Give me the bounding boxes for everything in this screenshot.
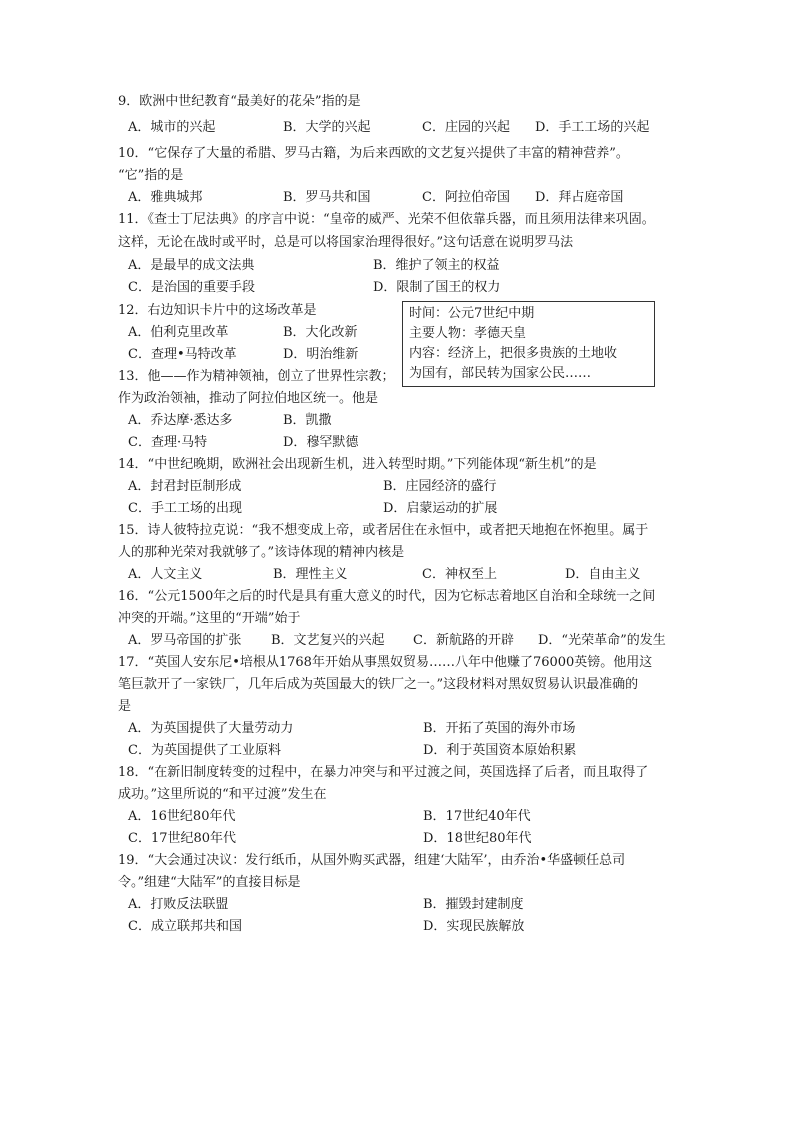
question-17-option-b: B．开拓了英国的海外市场 bbox=[423, 721, 576, 736]
question-17-stem-line3: 是 bbox=[118, 699, 132, 714]
question-13-option-c: C．查理·马特 bbox=[128, 435, 208, 450]
question-16-option-b: B．文艺复兴的兴起 bbox=[271, 633, 385, 648]
question-11-option-b: B．维护了领主的权益 bbox=[373, 258, 500, 273]
question-18-stem-line1: 18．“在新旧制度转变的过程中，在暴力冲突与和平过渡之间，英国选择了后者，而且取得了 bbox=[118, 765, 649, 780]
question-10-option-d: D．拜占庭帝国 bbox=[535, 190, 624, 205]
card-line-content-cont: 为国有，部民转为国家公民…… bbox=[409, 366, 592, 381]
question-13-option-b: B．凯撒 bbox=[283, 413, 332, 428]
question-19-option-d: D．实现民族解放 bbox=[423, 919, 525, 934]
card-line-time: 时间：公元7世纪中期 bbox=[409, 306, 535, 321]
question-19-stem-line1: 19．“大会通过决议：发行纸币，从国外购买武器，组建‘大陆军’，由乔治•华盛顿任总司 bbox=[118, 853, 626, 868]
question-9-option-a: A．城市的兴起 bbox=[128, 120, 216, 135]
question-9-option-c: C．庄园的兴起 bbox=[422, 120, 510, 135]
question-9-option-b: B．大学的兴起 bbox=[283, 120, 371, 135]
question-9-stem: 9．欧洲中世纪教育“最美好的花朵”指的是 bbox=[118, 94, 361, 109]
card-line-person: 主要人物：孝德天皇 bbox=[409, 326, 527, 341]
question-18-stem-line2: 成功。”这里所说的“和平过渡”发生在 bbox=[118, 787, 327, 802]
question-14-stem: 14．“中世纪晚期，欧洲社会出现新生机，进入转型时期。”下列能体现“新生机”的是 bbox=[118, 457, 597, 472]
question-16-stem-line1: 16．“公元1500年之后的时代是具有重大意义的时代，因为它标志着地区自治和全球统一之间 bbox=[118, 589, 656, 604]
question-14-option-a: A．封君封臣制形成 bbox=[128, 479, 242, 494]
question-19-option-b: B．摧毁封建制度 bbox=[423, 897, 524, 912]
question-12-option-b: B．大化改新 bbox=[283, 325, 358, 340]
question-14-option-d: D．启蒙运动的扩展 bbox=[383, 501, 498, 516]
question-11-option-c: C．是治国的重要手段 bbox=[128, 280, 255, 295]
question-18-option-b: B．17世纪40年代 bbox=[423, 809, 531, 824]
question-10-option-c: C．阿拉伯帝国 bbox=[422, 190, 510, 205]
question-13-option-d: D．穆罕默德 bbox=[283, 435, 359, 450]
question-10-option-a: A．雅典城邦 bbox=[128, 190, 203, 205]
card-line-content: 内容：经济上，把很多贵族的土地收 bbox=[409, 346, 618, 361]
question-10-option-b: B．罗马共和国 bbox=[283, 190, 371, 205]
question-11-stem-line1: 11．《查士丁尼法典》的序言中说：“皇帝的威严、光荣不但依靠兵器，而且须用法律来巩固。 bbox=[118, 212, 655, 227]
question-16-stem-line2: 冲突的开端。”这里的“开端”始于 bbox=[118, 611, 301, 626]
question-17-option-a: A．为英国提供了大量劳动力 bbox=[128, 721, 294, 736]
question-18-option-d: D．18世纪80年代 bbox=[423, 831, 532, 846]
question-17-option-d: D．利于英国资本原始积累 bbox=[423, 743, 577, 758]
question-16-option-c: C．新航路的开辟 bbox=[413, 633, 514, 648]
question-14-option-b: B．庄园经济的盛行 bbox=[383, 479, 497, 494]
question-9-option-d: D．手工工场的兴起 bbox=[535, 120, 650, 135]
question-15-option-c: C．神权至上 bbox=[422, 567, 497, 582]
question-16-option-a: A．罗马帝国的扩张 bbox=[128, 633, 242, 648]
question-13-stem-line2: 作为政治领袖，推动了阿拉伯地区统一。他是 bbox=[118, 391, 379, 406]
question-11-stem-line2: 这样，无论在战时或平时，总是可以将国家治理得很好。”这句话意在说明罗马法 bbox=[118, 235, 574, 250]
question-12-option-a: A．伯利克里改革 bbox=[128, 325, 229, 340]
question-15-option-a: A．人文主义 bbox=[128, 567, 203, 582]
question-19-option-a: A．打败反法联盟 bbox=[128, 897, 229, 912]
question-10-stem-line2: “它”指的是 bbox=[118, 168, 184, 183]
question-15-stem-line1: 15．诗人彼特拉克说：“我不想变成上帝，或者居住在永恒中，或者把天地抱在怀抱里。属于 bbox=[118, 523, 649, 538]
question-14-option-c: C．手工工场的出现 bbox=[128, 501, 242, 516]
question-19-stem-line2: 令。”组建“大陆军”的直接目标是 bbox=[118, 875, 301, 890]
question-17-option-c: C．为英国提供了工业原料 bbox=[128, 743, 281, 758]
question-11-option-d: D．限制了国王的权力 bbox=[373, 280, 501, 295]
question-13-option-a: A．乔达摩·悉达多 bbox=[128, 413, 233, 428]
question-11-option-a: A．是最早的成文法典 bbox=[128, 258, 255, 273]
question-18-option-a: A．16世纪80年代 bbox=[128, 809, 236, 824]
question-15-option-b: B．理性主义 bbox=[273, 567, 348, 582]
knowledge-card bbox=[402, 301, 655, 387]
question-18-option-c: C．17世纪80年代 bbox=[128, 831, 237, 846]
question-12-stem: 12．右边知识卡片中的这场改革是 bbox=[118, 303, 317, 318]
question-13-stem-line1: 13．他——作为精神领袖，创立了世界性宗教； bbox=[118, 369, 395, 384]
question-12-option-c: C．查理•马特改革 bbox=[128, 347, 237, 362]
question-15-option-d: D．自由主义 bbox=[565, 567, 641, 582]
question-16-option-d: D．“光荣革命”的发生 bbox=[538, 633, 666, 648]
question-12-option-d: D．明治维新 bbox=[283, 347, 359, 362]
question-10-stem-line1: 10．“它保存了大量的希腊、罗马古籍，为后来西欧的文艺复兴提供了丰富的精神营养”。 bbox=[118, 146, 629, 161]
question-19-option-c: C．成立联邦共和国 bbox=[128, 919, 242, 934]
question-15-stem-line2: 人的那种光荣对我就够了。”该诗体现的精神内核是 bbox=[118, 545, 405, 560]
question-17-stem-line2: 笔巨款开了一家铁厂，几年后成为英国最大的铁厂之一。”这段材料对黑奴贸易认识最准确的 bbox=[118, 677, 639, 692]
question-17-stem-line1: 17．“英国人安东尼•培根从1768年开始从事黑奴贸易……八年中他赚了76000英镑。他用这 bbox=[118, 655, 653, 670]
